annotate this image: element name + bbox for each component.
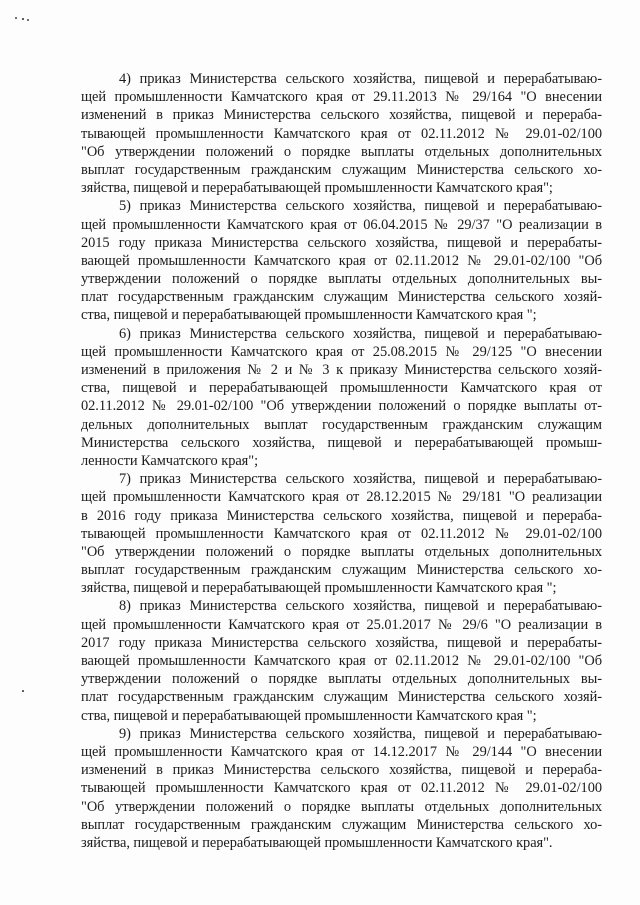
text-line: 2015 году приказа Министерства сельского хозяйства, пищевой и перерабаты- <box>81 234 602 251</box>
text-line: вающей промышленности Камчатского края от 02.11.2012 № 29.01-02/100 "Об <box>81 653 602 669</box>
list-item <box>81 725 602 852</box>
text-line: щей промышленности Камчатского края от 25.01.2017 № 29/6 "О реализации в <box>81 616 602 633</box>
text-line: щей промышленности Камчатского края от 28.12.2015 № 29/181 "О реализации <box>81 489 602 506</box>
text-line: 9) приказ Министерства сельского хозяйства, пищевой и перерабатываю- <box>119 725 602 742</box>
scan-speck <box>22 690 24 692</box>
text-line: щей промышленности Камчатского края от 29.11.2013 № 29/164 "О внесении <box>81 89 602 106</box>
text-line: ства, пищевой и перерабатывающей промышленности Камчатского края "; <box>81 307 537 324</box>
text-line: тывающей промышленности Камчатского края от 02.11.2012 № 29.01-02/100 <box>81 125 602 142</box>
text-line: тывающей промышленности Камчатского края от 02.11.2012 № 29.01-02/100 <box>81 780 602 797</box>
text-line: Министерства сельского хозяйства, пищевой и перерабатывающей промыш- <box>81 434 602 451</box>
text-line: 02.11.2012 № 29.01-02/100 "Об утверждении положений о порядке выплаты от- <box>81 398 602 415</box>
text-line: изменений в приказ Министерства сельского хозяйства, пищевой и перераба- <box>81 107 602 124</box>
scan-speck <box>22 18 24 20</box>
list-item <box>81 597 602 724</box>
text-line: выплат государственным гражданским служащим Министерства сельского хо- <box>81 816 602 833</box>
text-line: изменений в приложения № 2 и № 3 к приказу Министерства сельского хозяй- <box>81 362 602 378</box>
scan-speck <box>15 17 17 19</box>
text-line: 4) приказ Министерства сельского хозяйства, пищевой и перерабатываю- <box>119 71 602 87</box>
list-item <box>81 70 602 197</box>
text-line: дельных дополнительных выплат государственным гражданским служащим <box>81 416 602 433</box>
text-line: 7) приказ Министерства сельского хозяйства, пищевой и перерабатываю- <box>119 471 602 488</box>
list-item <box>81 470 602 597</box>
text-line: 5) приказ Министерства сельского хозяйства, пищевой и перерабатываю- <box>119 198 602 215</box>
text-line: зяйства, пищевой и перерабатывающей промышленности Камчатского края"; <box>81 180 553 197</box>
text-line: утверждении положений о порядке выплаты отдельных дополнительных вы- <box>81 671 602 688</box>
text-line: изменений в приказ Министерства сельского хозяйства, пищевой и перераба- <box>81 762 602 779</box>
text-line: "Об утверждении положений о порядке выплаты отдельных дополнительных <box>81 143 602 160</box>
scan-speck <box>27 19 29 21</box>
text-line: "Об утверждении положений о порядке выплаты отдельных дополнительных <box>81 543 602 560</box>
list-item <box>81 197 602 324</box>
text-line: в 2016 году приказа Министерства сельского хозяйства, пищевой и перераба- <box>81 507 602 524</box>
text-line: утверждении положений о порядке выплаты отдельных дополнительных вы- <box>81 271 602 288</box>
text-line: 6) приказ Министерства сельского хозяйства, пищевой и перерабатываю- <box>119 325 602 342</box>
text-line: щей промышленности Камчатского края от 25.08.2015 № 29/125 "О внесении <box>81 343 602 360</box>
list-item <box>81 325 602 471</box>
text-line: выплат государственным гражданским служащим Министерства сельского хо- <box>81 161 602 178</box>
document-body <box>81 70 602 852</box>
text-line: щей промышленности Камчатского края от 06.04.2015 № 29/37 "О реализации в <box>81 216 602 233</box>
text-line: 2017 году приказа Министерства сельского хозяйства, пищевой и перерабаты- <box>81 634 602 651</box>
text-line: зяйства, пищевой и перерабатывающей промышленности Камчатского края "; <box>81 580 557 597</box>
text-line: плат государственным гражданским служащим Министерства сельского хозяй- <box>81 689 602 706</box>
text-line: щей промышленности Камчатского края от 14.12.2017 № 29/144 "О внесении <box>81 743 602 760</box>
text-line: тывающей промышленности Камчатского края от 02.11.2012 № 29.01-02/100 <box>81 525 602 542</box>
text-line: вающей промышленности Камчатского края от 02.11.2012 № 29.01-02/100 "Об <box>81 252 602 269</box>
text-line: 8) приказ Министерства сельского хозяйства, пищевой и перерабатываю- <box>119 598 602 615</box>
text-line: ства, пищевой и перерабатывающей промышленности Камчатского края от <box>81 380 602 397</box>
text-line: зяйства, пищевой и перерабатывающей промышленности Камчатского края". <box>81 834 553 851</box>
text-line: плат государственным гражданским служащим Министерства сельского хозяй- <box>81 289 602 306</box>
text-line: "Об утверждении положений о порядке выплаты отдельных дополнительных <box>81 798 602 815</box>
text-line: ства, пищевой и перерабатывающей промышленности Камчатского края "; <box>81 707 537 724</box>
text-line: ленности Камчатского края"; <box>81 452 259 469</box>
text-line: выплат государственным гражданским служащим Министерства сельского хо- <box>81 562 602 579</box>
